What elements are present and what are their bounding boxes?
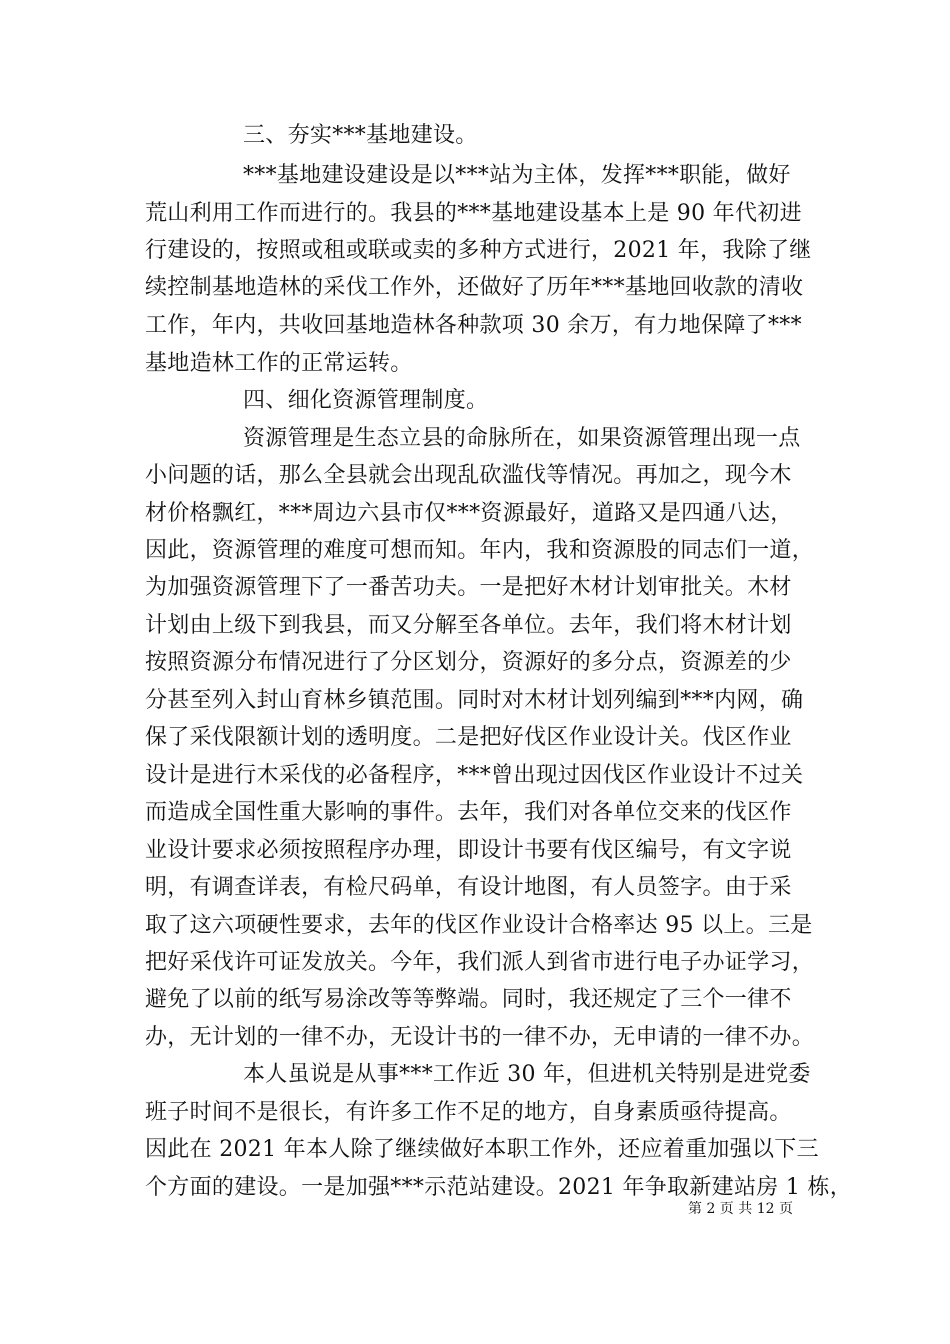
paragraph-line: 把好采伐许可证发放关。今年，我们派人到省市进行电子办证学习，: [145, 950, 815, 975]
paragraph-line: 本人虽说是从事***工作近 30 年，但进机关特别是进党委: [243, 1062, 811, 1087]
page-number-footer: 第 2 页 共 12 页: [688, 1201, 793, 1217]
paragraph-line: 行建设的，按照或租或联或卖的多种方式进行，2021 年，我除了继: [145, 238, 812, 263]
paragraph-line: 班子时间不是很长，有许多工作不足的地方，自身素质亟待提高。: [145, 1100, 792, 1125]
paragraph-line: 材价格飘红，***周边六县市仅***资源最好，道路又是四通八达，: [145, 501, 793, 526]
section-heading: 四、细化资源管理制度。: [243, 388, 489, 413]
paragraph-line: 设计是进行木采伐的必备程序，***曾出现过因伐区作业设计不过关: [145, 763, 804, 788]
paragraph-line: ***基地建设建设是以***站为主体，发挥***职能，做好: [243, 163, 791, 188]
paragraph-line: 基地造林工作的正常运转。: [145, 351, 413, 376]
paragraph-line: 因此，资源管理的难度可想而知。年内，我和资源股的同志们一道，: [145, 538, 815, 563]
paragraph-line: 办，无计划的一律不办，无设计书的一律不办，无申请的一律不办。: [145, 1025, 815, 1050]
paragraph-line: 个方面的建设。一是加强***示范站建设。2021 年争取新建站房 1 栋，: [145, 1175, 853, 1200]
paragraph-line: 分甚至列入封山育林乡镇范围。同时对木材计划列编到***内网，确: [145, 688, 804, 713]
paragraph-line: 明，有调查详表，有检尺码单，有设计地图，有人员签字。由于采: [145, 875, 792, 900]
paragraph-line: 按照资源分布情况进行了分区划分，资源好的多分点，资源差的少: [145, 650, 792, 675]
paragraph-line: 因此在 2021 年本人除了继续做好本职工作外，还应着重加强以下三: [145, 1137, 819, 1162]
paragraph-line: 为加强资源管理下了一番苦功夫。一是把好木材计划审批关。木材: [145, 575, 792, 600]
paragraph-line: 业设计要求必须按照程序办理，即设计书要有伐区编号，有文字说: [145, 838, 792, 863]
paragraph-line: 取了这六项硬性要求，去年的伐区作业设计合格率达 95 以上。三是: [145, 913, 813, 938]
paragraph-line: 资源管理是生态立县的命脉所在，如果资源管理出现一点: [243, 426, 801, 451]
section-heading: 三、夯实***基地建设。: [243, 123, 478, 148]
paragraph-line: 保了采伐限额计划的透明度。二是把好伐区作业设计关。伐区作业: [145, 725, 792, 750]
paragraph-line: 避免了以前的纸写易涂改等等弊端。同时，我还规定了三个一律不: [145, 987, 792, 1012]
paragraph-line: 荒山利用工作而进行的。我县的***基地建设基本上是 90 年代初进: [145, 201, 802, 226]
paragraph-line: 小问题的话，那么全县就会出现乱砍滥伐等情况。再加之，现今木: [145, 463, 792, 488]
paragraph-line: 而造成全国性重大影响的事件。去年，我们对各单位交来的伐区作: [145, 800, 792, 825]
paragraph-line: 工作，年内，共收回基地造林各种款项 30 余万，有力地保障了***: [145, 313, 802, 338]
paragraph-line: 续控制基地造林的采伐工作外，还做好了历年***基地回收款的清收: [145, 275, 804, 300]
paragraph-line: 计划由上级下到我县，而又分解至各单位。去年，我们将木材计划: [145, 613, 792, 638]
